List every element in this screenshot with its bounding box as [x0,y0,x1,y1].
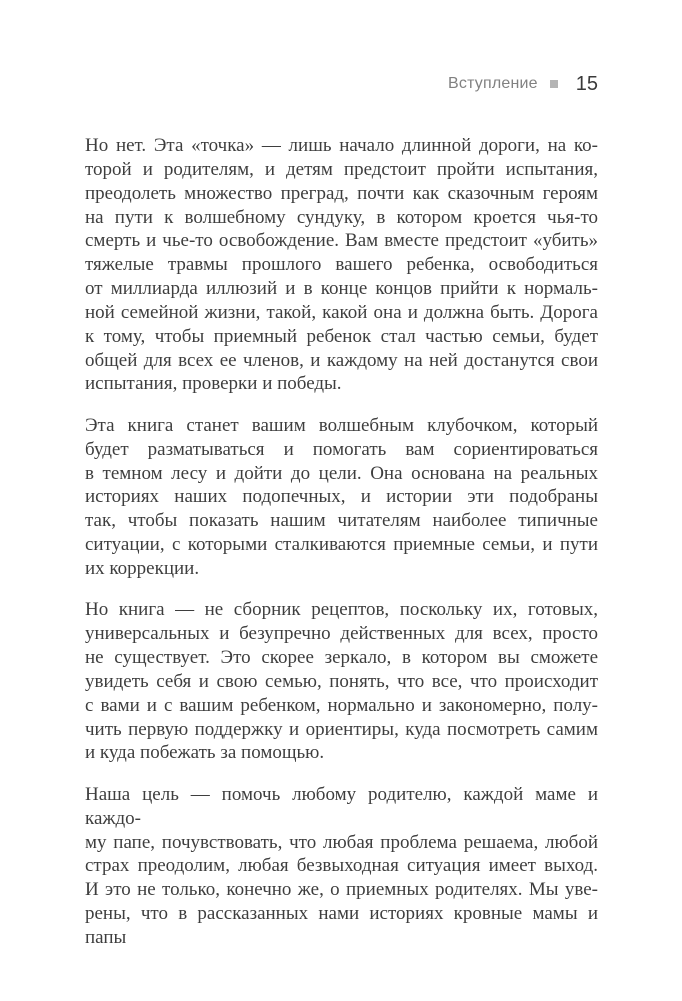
section-title: Вступление [448,75,538,92]
text-line: смерть и чье-то освобождение. Вам вместе предстоит «убить» [85,230,598,252]
text-line: Но книга — не сборник рецептов, поскольку их, готовых, [85,599,598,621]
text-line: не существует. Это скорее зеркало, в котором вы сможете [85,647,598,669]
running-header [85,74,598,94]
paragraph [85,414,598,581]
text-line: в темном лесу и дойти до цели. Она основана на реальных [85,462,598,484]
page-number: 15 [575,72,598,95]
text-line: будет разматываться и помогать вам сориентироваться [85,438,598,460]
text-line: так, чтобы показать нашим читателям наиболее типичные [85,510,598,532]
text-line: увидеть себя и свою семью, понять, что все, что происходит [85,670,598,692]
text-line: торой и родителям, и детям предстоит пройти испытания, [85,158,598,180]
text-line: историях наших подопечных, и истории эти подобраны [85,486,598,508]
text-line: ной семейной жизни, такой, какой она и должна быть. Дорога [85,301,598,323]
text-line: на пути к волшебному сундуку, в котором кроется чья-то [85,206,598,228]
text-line: к тому, чтобы приемный ребенок стал частью семьи, будет [85,325,598,347]
text-line: Наша цель — помочь любому родителю, каждой маме и каждо- [85,783,598,829]
paragraph [85,598,598,765]
square-bullet-icon [550,80,558,88]
text-line: Эта книга станет вашим волшебным клубочком, который [85,414,598,436]
text-line: рены, что в рассказанных нами историях кровные мамы и папы [85,903,598,948]
text-line: му папе, почувствовать, что любая проблема решаема, любой [85,831,598,853]
text-line: тяжелые травмы прошлого вашего ребенка, освободиться [85,254,598,276]
text-line: Но нет. Эта «точка» — лишь начало длинной дороги, на ко- [85,135,598,156]
text-line: и куда побежать за помощью. [85,742,325,764]
text-line: испытания, проверки и победы. [85,373,342,395]
paragraph [85,783,598,950]
text-line: от миллиарда иллюзий и в конце концов прийти к нормаль- [85,278,598,300]
text-line: универсальных и безупречно действенных для всех, просто [85,623,598,645]
text-line: их коррекции. [85,557,200,579]
text-line: ситуации, с которыми сталкиваются приемные семьи, и пути [85,534,598,556]
text-line: преодолеть множество преград, почти как сказочным героям [85,182,598,204]
text-line: чить первую поддержку и ориентиры, куда посмотреть самим [85,718,598,740]
text-body [85,134,598,950]
text-line: страх преодолим, любая безвыходная ситуация имеет выход. [85,855,598,877]
text-line: общей для всех ее членов, и каждому на ней достанутся свои [85,349,598,371]
text-line: И это не только, конечно же, о приемных родителях. Мы уве- [85,879,598,901]
text-line: с вами и с вашим ребенком, нормально и закономерно, полу- [85,694,598,716]
paragraph [85,134,598,396]
